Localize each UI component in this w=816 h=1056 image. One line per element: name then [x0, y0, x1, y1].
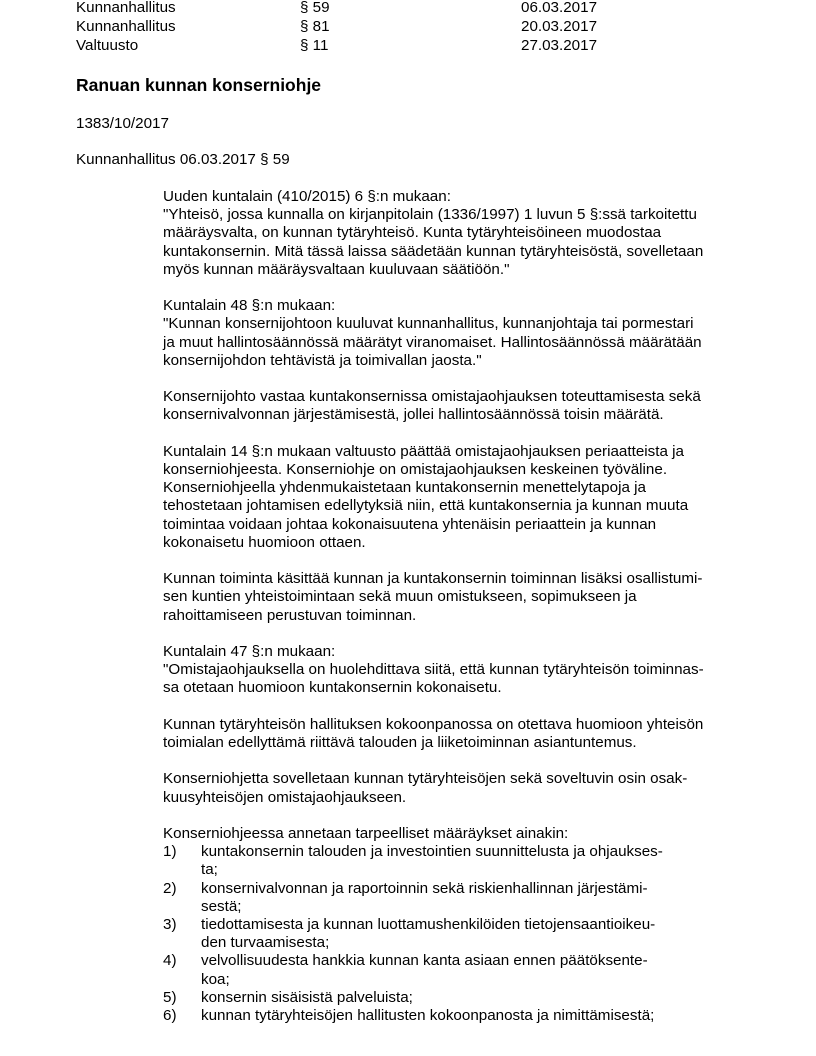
history-section: § 59: [300, 0, 330, 16]
list-item-line: koa;: [201, 970, 230, 988]
list-number: 2): [163, 879, 177, 897]
paragraph-line: toimintaa voidaan johtaa kokonaisuutena yhtenäisin periaattein ja kunnan: [163, 515, 657, 533]
paragraph: [163, 643, 738, 698]
list-item: [163, 916, 738, 952]
paragraph-line: sa otetaan huomioon kuntakonsernin kokonaisetu.: [163, 679, 502, 697]
list-item: [163, 952, 738, 988]
history-body: Kunnanhallitus: [76, 18, 176, 35]
paragraph-line: kokonaisetu huomioon ottaen.: [163, 533, 366, 551]
list-number: 5): [163, 988, 177, 1006]
paragraph-line: Kuntalain 14 §:n mukaan valtuusto päättää omistajaohjauksen periaatteista ja: [163, 442, 684, 460]
list-item: [163, 880, 738, 916]
paragraph-line: kuntakonsernin. Mitä tässä laissa säädetään kunnan tytäryhteisöstä, sovelletaan: [163, 242, 704, 260]
paragraph: [163, 297, 738, 370]
document-body: [163, 188, 738, 1025]
paragraph-line: "Omistajaohjauksella on huolehdittava siitä, että kunnan tytäryhteisön toiminnas-: [163, 661, 704, 679]
list-number: 6): [163, 1007, 177, 1025]
history-row: [76, 18, 756, 36]
paragraph: [163, 716, 738, 752]
requirements-list: [163, 843, 738, 1025]
document-title: Ranuan kunnan konserniohje: [76, 75, 322, 95]
paragraph-line: Konserniohjetta sovelletaan kunnan tytäryhteisöjen sekä soveltuvin osin osak-: [163, 770, 688, 788]
paragraph: [163, 388, 738, 424]
history-body: Valtuusto: [76, 37, 139, 54]
paragraph-line: rahoittamiseen perustuvan toiminnan.: [163, 606, 417, 624]
paragraph-line: konserniohjeesta. Konserniohje on omistajaohjauksen keskeinen työväline.: [163, 461, 668, 478]
list-item-line: konsernivalvonnan ja raportoinnin sekä riskienhallinnan järjestämi-: [201, 879, 648, 897]
history-body: Kunnanhallitus: [76, 0, 176, 16]
list-item-line: velvollisuudesta hankkia kunnan kanta asiaan ennen päätöksente-: [201, 952, 648, 970]
list-number: 1): [163, 843, 177, 861]
list-item-line: den turvaamisesta;: [201, 934, 330, 952]
paragraph-line: Kuntalain 48 §:n mukaan:: [163, 297, 336, 315]
list-item-line: konsernin sisäisistä palveluista;: [201, 988, 413, 1006]
paragraph-line: konsernivalvonnan järjestämisestä, jollei hallintosäännössä toisin määrätä.: [163, 406, 664, 424]
list-item: [163, 989, 738, 1007]
history-row: [76, 37, 756, 55]
list-item-line: tiedottamisesta ja kunnan luottamushenkilöiden tietojensaantioikeu-: [201, 916, 656, 933]
paragraph-line: myös kunnan määräysvaltaan kuuluvaan säätiöön.": [163, 260, 510, 278]
list-item-line: kuntakonsernin talouden ja investointien suunnittelusta ja ohjaukses-: [201, 843, 663, 861]
list-number: 4): [163, 952, 177, 970]
paragraph-line: tehostetaan johtamisen edellytyksiä niin, että kuntakonsernia ja kunnan muuta: [163, 497, 689, 515]
history-date: 06.03.2017: [521, 0, 598, 16]
paragraph: [163, 443, 738, 552]
paragraph-line: toimialan edellyttämä riittävä talouden ja liiketoiminnan asiantuntemus.: [163, 734, 637, 751]
paragraph: [163, 770, 738, 806]
paragraph-line: Konsernijohto vastaa kuntakonsernissa omistajaohjauksen toteuttamisesta sekä: [163, 388, 701, 406]
history-row: [76, 0, 756, 17]
paragraph: [163, 570, 738, 625]
paragraph-line: kuusyhteisöjen omistajaohjaukseen.: [163, 788, 407, 806]
paragraph-line: "Kunnan konsernijohtoon kuuluvat kunnanhallitus, kunnanjohtaja tai pormestari: [163, 315, 694, 333]
meeting-reference: Kunnanhallitus 06.03.2017 § 59: [76, 151, 290, 168]
paragraph-line: Kunnan tytäryhteisön hallituksen kokoonpanossa on otettava huomioon yhteisön: [163, 715, 704, 733]
list-item: [163, 843, 738, 879]
history-section: § 81: [300, 18, 330, 35]
paragraph-line: määräysvalta, on kunnan tytäryhteisö. Kunta tytäryhteisöineen muodostaa: [163, 224, 662, 242]
list-number: 3): [163, 916, 177, 933]
paragraph-line: Uuden kuntalain (410/2015) 6 §:n mukaan:: [163, 188, 451, 205]
list-item-line: ta;: [201, 861, 218, 879]
paragraphs: [163, 188, 738, 807]
paragraph-line: Kuntalain 47 §:n mukaan:: [163, 643, 336, 660]
diary-number: 1383/10/2017: [76, 115, 169, 132]
history-date: 27.03.2017: [521, 37, 598, 54]
list-item-line: kunnan tytäryhteisöjen hallitusten kokoonpanosta ja nimittämisestä;: [201, 1007, 655, 1025]
paragraph-line: sen kuntien yhteistoimintaan sekä muun omistukseen, sopimukseen ja: [163, 588, 637, 606]
list-item: [163, 1007, 738, 1025]
paragraph-line: Konserniohjeella yhdenmukaistetaan kuntakonsernin menettelytapoja ja: [163, 479, 646, 497]
list-intro: Konserniohjeessa annetaan tarpeelliset määräykset ainakin:: [163, 824, 569, 842]
history-date: 20.03.2017: [521, 18, 598, 35]
paragraph-line: konsernijohdon tehtävistä ja toimivallan jaosta.": [163, 351, 482, 369]
paragraph: [163, 188, 738, 279]
paragraph-line: Kunnan toiminta käsittää kunnan ja kuntakonsernin toiminnan lisäksi osallistumi-: [163, 570, 703, 588]
paragraph-line: "Yhteisö, jossa kunnalla on kirjanpitolain (1336/1997) 1 luvun 5 §:ssä tarkoitettu: [163, 206, 697, 224]
list-item-line: sestä;: [201, 897, 242, 915]
paragraph-line: ja muut hallintosäännössä määrätyt viranomaiset. Hallintosäännössä määrätään: [163, 333, 702, 351]
history-section: § 11: [300, 37, 329, 54]
